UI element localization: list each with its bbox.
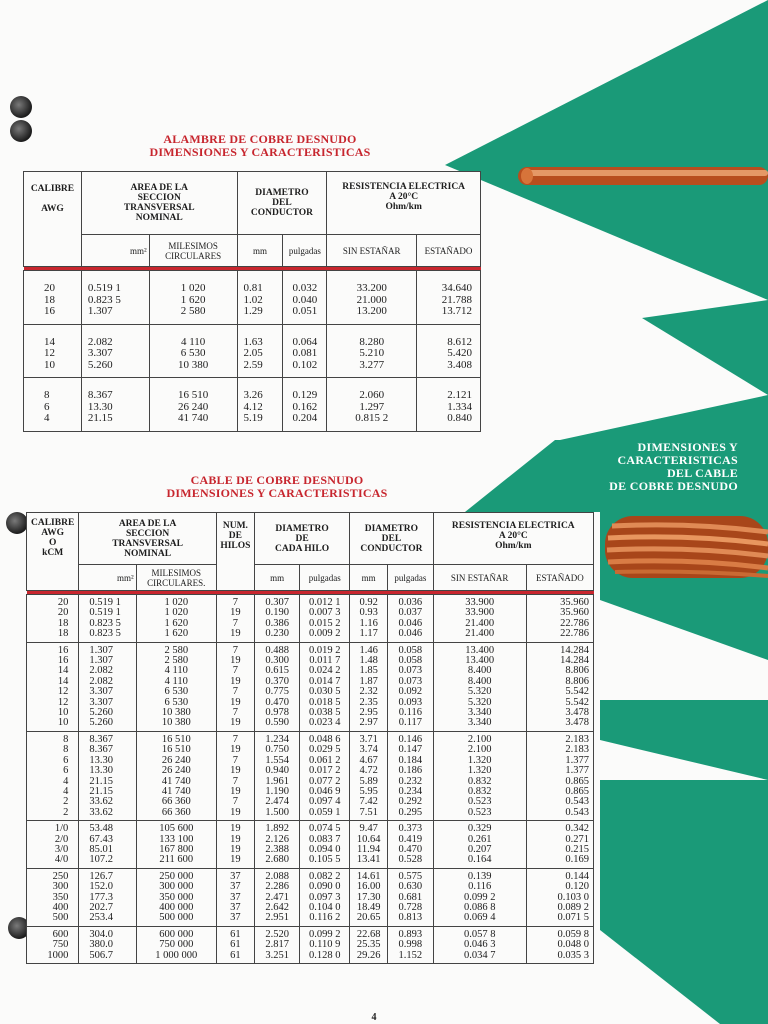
- cond-in-cell: 0.575 0.630 0.681 0.728 0.813: [388, 868, 433, 926]
- area-cell: 126.7 152.0 177.3 202.7 253.4: [79, 868, 136, 926]
- sin-estanar-cell: 0.057 8 0.046 3 0.034 7: [433, 926, 526, 963]
- subheader-text: CIRCULARES: [165, 250, 222, 261]
- table-row: [27, 595, 594, 643]
- estanado-cell: 0.059 8 0.048 0 0.035 3: [526, 926, 593, 963]
- alambre-title: [120, 133, 400, 159]
- header-text: DE: [295, 533, 309, 544]
- subheader-estanado: ESTAÑADO: [526, 565, 593, 591]
- cable-title-line2: DIMENSIONES Y CARACTERISTICAS: [166, 486, 388, 500]
- subheader-hilo-mm: mm: [254, 565, 299, 591]
- estanado-cell: 0.342 0.271 0.215 0.169: [526, 821, 593, 869]
- calibre-cell: 600 750 1000: [27, 926, 79, 963]
- area-cell: 0.519 1 0.823 5 1.307: [81, 271, 149, 325]
- hilo-mm-cell: 2.520 2.817 3.251: [254, 926, 299, 963]
- header-calibre: [24, 172, 82, 267]
- hilo-mm-cell: 0.488 0.300 0.615 0.370 0.775 0.470 0.978 0.590: [254, 642, 299, 731]
- table-row: [27, 868, 594, 926]
- sin-estanar-cell: 8.280 5.210 3.277: [327, 324, 417, 378]
- header-text: NOMINAL: [135, 213, 183, 223]
- milesimos-cell: 16 510 26 240 41 740: [149, 378, 237, 432]
- header-calibre: [27, 513, 79, 591]
- binder-hole-icon: [6, 512, 28, 534]
- subheader-hilo-pulgadas: pulgadas: [300, 565, 350, 591]
- table-row: [27, 821, 594, 869]
- header-text: CALIBRE: [30, 184, 75, 194]
- header-text: A 20°C: [498, 531, 528, 541]
- table-row: [27, 642, 594, 731]
- estanado-cell: 14.284 14.284 8.806 8.806 5.542 5.542 3.478 3.478: [526, 642, 593, 731]
- milesimos-cell: 2 580 2 580 4 110 4 110 6 530 6 530 10 380 10 380: [136, 642, 216, 731]
- hilos-cell: 61 61 61: [216, 926, 254, 963]
- hilos-cell: 37 37 37 37 37: [216, 868, 254, 926]
- header-text: RESISTENCIA ELECTRICA: [451, 521, 575, 531]
- header-text: SECCION: [137, 193, 181, 203]
- area-cell: 0.519 1 0.519 1 0.823 5 0.823 5: [79, 595, 136, 643]
- header-resistencia: [327, 172, 481, 235]
- hilo-in-cell: 0.048 6 0.029 5 0.061 2 0.017 2 0.077 2 0.046 9 0.097 4 0.059 1: [300, 731, 350, 820]
- hilo-mm-cell: 1.892 2.126 2.388 2.680: [254, 821, 299, 869]
- cond-in-cell: 0.893 0.998 1.152: [388, 926, 433, 963]
- header-text: Ohm/km: [495, 541, 532, 551]
- cond-in-cell: 0.036 0.037 0.046 0.046: [388, 595, 433, 643]
- header-text: CALIBRE: [31, 518, 75, 528]
- hilo-mm-cell: 2.088 2.286 2.471 2.642 2.951: [254, 868, 299, 926]
- diam-mm-cell: 0.81 1.02 1.29: [237, 271, 283, 325]
- table-row: [24, 378, 481, 432]
- header-diametro-hilo: [254, 513, 349, 565]
- header-text: A 20°C: [389, 192, 419, 202]
- milesimos-cell: 250 000 300 000 350 000 400 000 500 000: [136, 868, 216, 926]
- cond-mm-cell: 22.68 25.35 29.26: [350, 926, 388, 963]
- cond-mm-cell: 1.46 1.48 1.85 1.87 2.32 2.35 2.95 2.97: [350, 642, 388, 731]
- header-text: TRANSVERSAL: [123, 203, 195, 213]
- cond-in-cell: 0.373 0.419 0.470 0.528: [388, 821, 433, 869]
- diam-mm-cell: 1.63 2.05 2.59: [237, 324, 283, 378]
- subheader-mm2: mm²: [79, 565, 136, 591]
- hilos-cell: 7 19 7 19 7 19 7 19: [216, 642, 254, 731]
- alambre-title-line1: ALAMBRE DE COBRE DESNUDO: [163, 132, 357, 146]
- milesimos-cell: 600 000 750 000 1 000 000: [136, 926, 216, 963]
- hilo-in-cell: 0.019 2 0.011 7 0.024 2 0.014 7 0.030 5 0.018 5 0.038 5 0.023 4: [300, 642, 350, 731]
- cable-title-line1: CABLE DE COBRE DESNUDO: [190, 473, 364, 487]
- diam-in-cell: 0.064 0.081 0.102: [283, 324, 327, 378]
- diam-in-cell: 0.129 0.162 0.204: [283, 378, 327, 432]
- subheader-pulgadas: pulgadas: [283, 235, 327, 267]
- header-text: NOMINAL: [124, 548, 172, 559]
- header-text: O: [48, 538, 57, 548]
- hilos-cell: 7 19 7 19 7 19 7 19: [216, 731, 254, 820]
- diam-mm-cell: 3.26 4.12 5.19: [237, 378, 283, 432]
- subheader-sin-estanar: SIN ESTAÑAR: [327, 235, 417, 267]
- cond-mm-cell: 14.61 16.00 17.30 18.49 20.65: [350, 868, 388, 926]
- header-text: AREA DE LA: [118, 518, 177, 529]
- hilo-mm-cell: 1.234 0.750 1.554 0.940 1.961 1.190 2.474 1.500: [254, 731, 299, 820]
- page-number: 4: [371, 1012, 377, 1023]
- area-cell: 1.307 1.307 2.082 2.082 3.307 3.307 5.260 5.260: [79, 642, 136, 731]
- area-cell: 2.082 3.307 5.260: [81, 324, 149, 378]
- sin-estanar-cell: 13.400 13.400 8.400 8.400 5.320 5.320 3.340 3.340: [433, 642, 526, 731]
- calibre-cell: 1/0 2/0 3/0 4/0: [27, 821, 79, 869]
- header-resistencia: [433, 513, 593, 565]
- table-row: [27, 731, 594, 820]
- milesimos-cell: 16 510 16 510 26 240 26 240 41 740 41 740 66 360 66 360: [136, 731, 216, 820]
- sin-estanar-cell: 33.900 33.900 21.400 21.400: [433, 595, 526, 643]
- alambre-table: [23, 171, 481, 432]
- binder-hole-icon: [10, 96, 32, 118]
- hilo-in-cell: 0.099 2 0.110 9 0.128 0: [300, 926, 350, 963]
- header-text: NUM.: [222, 521, 248, 531]
- estanado-cell: 35.960 35.960 22.786 22.786: [526, 595, 593, 643]
- header-text: RESISTENCIA ELECTRICA: [342, 182, 466, 192]
- subheader-cond-mm: mm: [350, 565, 388, 591]
- calibre-cell: 20 20 18 18: [27, 595, 79, 643]
- side-title-line1: DIMENSIONES Y: [637, 440, 738, 454]
- subheader-milesimos: [136, 565, 216, 591]
- header-diametro: [237, 172, 327, 235]
- table-row: [24, 271, 481, 325]
- binder-hole-icon: [10, 120, 32, 142]
- milesimos-cell: 1 020 1 020 1 620 1 620: [136, 595, 216, 643]
- header-hilos: [216, 513, 254, 591]
- sin-estanar-cell: 2.060 1.297 0.815 2: [327, 378, 417, 432]
- sin-estanar-cell: 33.200 21.000 13.200: [327, 271, 417, 325]
- milesimos-cell: 105 600 133 100 167 800 211 600: [136, 821, 216, 869]
- sin-estanar-cell: 0.139 0.116 0.099 2 0.086 8 0.069 4: [433, 868, 526, 926]
- side-title-line2: CARACTERISTICAS: [617, 453, 738, 467]
- header-text: DEL: [381, 533, 402, 544]
- calibre-cell: 8 6 4: [24, 378, 82, 432]
- cond-in-cell: 0.058 0.058 0.073 0.073 0.092 0.093 0.116 0.117: [388, 642, 433, 731]
- hilo-in-cell: 0.012 1 0.007 3 0.015 2 0.009 2: [300, 595, 350, 643]
- header-area: [79, 513, 217, 565]
- solid-copper-wire-icon: [518, 167, 768, 185]
- header-text: CADA HILO: [275, 543, 330, 554]
- calibre-cell: 16 16 14 14 12 12 10 10: [27, 642, 79, 731]
- hilo-mm-cell: 0.307 0.190 0.386 0.230: [254, 595, 299, 643]
- cable-title: [140, 474, 414, 500]
- calibre-cell: 8 8 6 6 4 4 2 2: [27, 731, 79, 820]
- calibre-cell: 250 300 350 400 500: [27, 868, 79, 926]
- diam-in-cell: 0.032 0.040 0.051: [283, 271, 327, 325]
- alambre-title-line2: DIMENSIONES Y CARACTERISTICAS: [149, 145, 371, 159]
- header-text: Ohm/km: [385, 202, 422, 212]
- hilo-in-cell: 0.082 2 0.090 0 0.097 3 0.104 0 0.116 2: [300, 868, 350, 926]
- header-text: DIAMETRO: [275, 523, 329, 534]
- header-text: DEL: [272, 198, 292, 208]
- hilos-cell: 7 19 7 19: [216, 595, 254, 643]
- estanado-cell: 8.612 5.420 3.408: [417, 324, 481, 378]
- subheader-text: MILESIMOS: [168, 240, 218, 251]
- area-cell: 304.0 380.0 506.7: [79, 926, 136, 963]
- estanado-cell: 2.183 2.183 1.377 1.377 0.865 0.865 0.543 0.543: [526, 731, 593, 820]
- milesimos-cell: 1 020 1 620 2 580: [149, 271, 237, 325]
- calibre-cell: 20 18 16: [24, 271, 82, 325]
- area-cell: 53.48 67.43 85.01 107.2: [79, 821, 136, 869]
- side-title-line4: DE COBRE DESNUDO: [609, 479, 738, 493]
- estanado-cell: 34.640 21.788 13.712: [417, 271, 481, 325]
- header-text: SECCION: [125, 528, 170, 539]
- side-title: [582, 441, 738, 493]
- cond-mm-cell: 9.47 10.64 11.94 13.41: [350, 821, 388, 869]
- subheader-text: CIRCULARES.: [147, 577, 206, 588]
- subheader-estanado: ESTAÑADO: [417, 235, 481, 267]
- header-text: AREA DE LA: [130, 183, 188, 193]
- subheader-cond-pulgadas: pulgadas: [388, 565, 433, 591]
- header-text: TRANSVERSAL: [112, 538, 183, 549]
- cond-mm-cell: 0.92 0.93 1.16 1.17: [350, 595, 388, 643]
- estanado-cell: 2.121 1.334 0.840: [417, 378, 481, 432]
- hilos-cell: 19 19 19 19: [216, 821, 254, 869]
- milesimos-cell: 4 110 6 530 10 380: [149, 324, 237, 378]
- stranded-copper-cable-icon: [605, 516, 768, 578]
- subheader-milesimos: [149, 235, 237, 267]
- header-text: kCM: [42, 548, 64, 558]
- header-diametro-conductor: [350, 513, 433, 565]
- area-cell: 8.367 8.367 13.30 13.30 21.15 21.15 33.62 33.62: [79, 731, 136, 820]
- table-row: [27, 926, 594, 963]
- header-text: CONDUCTOR: [360, 543, 423, 554]
- estanado-cell: 0.144 0.120 0.103 0 0.089 2 0.071 5: [526, 868, 593, 926]
- side-title-line3: DEL CABLE: [666, 466, 738, 480]
- header-text: AWG: [41, 204, 64, 214]
- sin-estanar-cell: 0.329 0.261 0.207 0.164: [433, 821, 526, 869]
- header-text: DE: [228, 531, 242, 541]
- area-cell: 8.367 13.30 21.15: [81, 378, 149, 432]
- header-text: DIAMETRO: [255, 188, 309, 198]
- cable-table: [26, 512, 594, 964]
- subheader-sin-estanar: SIN ESTAÑAR: [433, 565, 526, 591]
- hilo-in-cell: 0.074 5 0.083 7 0.094 0 0.105 5: [300, 821, 350, 869]
- header-area: [81, 172, 237, 235]
- header-text: AWG: [41, 528, 64, 538]
- header-text: CONDUCTOR: [250, 208, 313, 218]
- cond-in-cell: 0.146 0.147 0.184 0.186 0.232 0.234 0.292 0.295: [388, 731, 433, 820]
- table-row: [24, 324, 481, 378]
- sin-estanar-cell: 2.100 2.100 1.320 1.320 0.832 0.832 0.523 0.523: [433, 731, 526, 820]
- subheader-text: MILESIMOS: [151, 567, 202, 578]
- calibre-cell: 14 12 10: [24, 324, 82, 378]
- subheader-mm2: mm²: [81, 235, 149, 267]
- header-text: DIAMETRO: [364, 523, 419, 534]
- cond-mm-cell: 3.71 3.74 4.67 4.72 5.89 5.95 7.42 7.51: [350, 731, 388, 820]
- header-text: HILOS: [220, 541, 251, 551]
- subheader-mm: mm: [237, 235, 283, 267]
